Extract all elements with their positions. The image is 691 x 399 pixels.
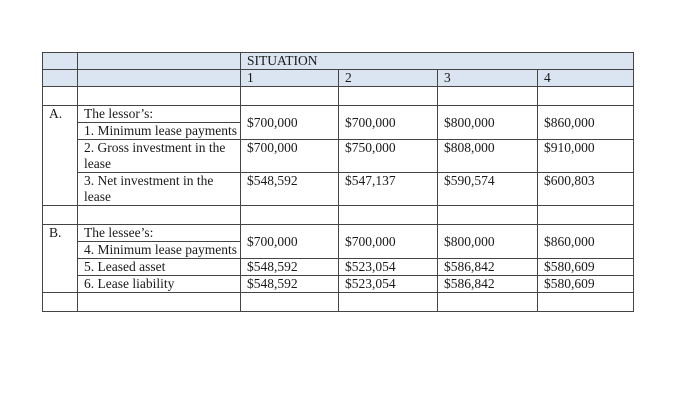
table-cell: $700,000 [241,225,339,259]
section-a-heading: The lessor’s: [78,106,241,123]
section-a-heading-row [43,106,634,123]
table-cell: $586,842 [438,259,538,276]
row-label: 4. Minimum lease payments [78,242,241,259]
row-label: 5. Leased asset [78,259,241,276]
row-label: 3. Net investment in the lease [78,173,241,206]
table-cell: $548,592 [241,259,339,276]
table-cell: $700,000 [339,106,438,140]
table-cell: $860,000 [538,106,634,140]
table-cell: $800,000 [438,106,538,140]
table-cell: $548,592 [241,173,339,206]
row-label: 6. Lease liability [78,276,241,293]
table-cell: $750,000 [339,140,438,173]
table-cell: $860,000 [538,225,634,259]
section-b-marker: B. [43,225,78,293]
column-header-1: 1 [241,70,339,87]
situation-title: SITUATION [241,53,634,70]
table-cell: $808,000 [438,140,538,173]
table-cell: $580,609 [538,259,634,276]
table-cell: $910,000 [538,140,634,173]
table-row [43,276,634,293]
table-cell: $523,054 [339,276,438,293]
table-row [43,140,634,173]
table-row [43,173,634,206]
table-cell: $600,803 [538,173,634,206]
header-blank-cell [43,53,78,70]
row-label: 2. Gross investment in the lease [78,140,241,173]
spacer-row [43,293,634,312]
row-label: 1. Minimum lease payments [78,123,241,140]
section-a-marker: A. [43,106,78,206]
table-cell: $700,000 [241,106,339,140]
column-header-2: 2 [339,70,438,87]
header-blank-cell [78,53,241,70]
section-b-heading: The lessee’s: [78,225,241,242]
table-cell: $523,054 [339,259,438,276]
table-cell: $547,137 [339,173,438,206]
table-row [43,259,634,276]
spacer-row [43,206,634,225]
header-blank-cell [78,70,241,87]
table-cell: $800,000 [438,225,538,259]
section-b-heading-row [43,225,634,242]
table-cell: $700,000 [339,225,438,259]
header-blank-cell [43,70,78,87]
table-cell: $700,000 [241,140,339,173]
header-row-columns [43,70,634,87]
header-row-title [43,53,634,70]
table-cell: $590,574 [438,173,538,206]
table-cell: $586,842 [438,276,538,293]
column-header-3: 3 [438,70,538,87]
table-cell: $580,609 [538,276,634,293]
table-cell: $548,592 [241,276,339,293]
spacer-row [43,87,634,106]
lease-table [42,52,634,312]
column-header-4: 4 [538,70,634,87]
